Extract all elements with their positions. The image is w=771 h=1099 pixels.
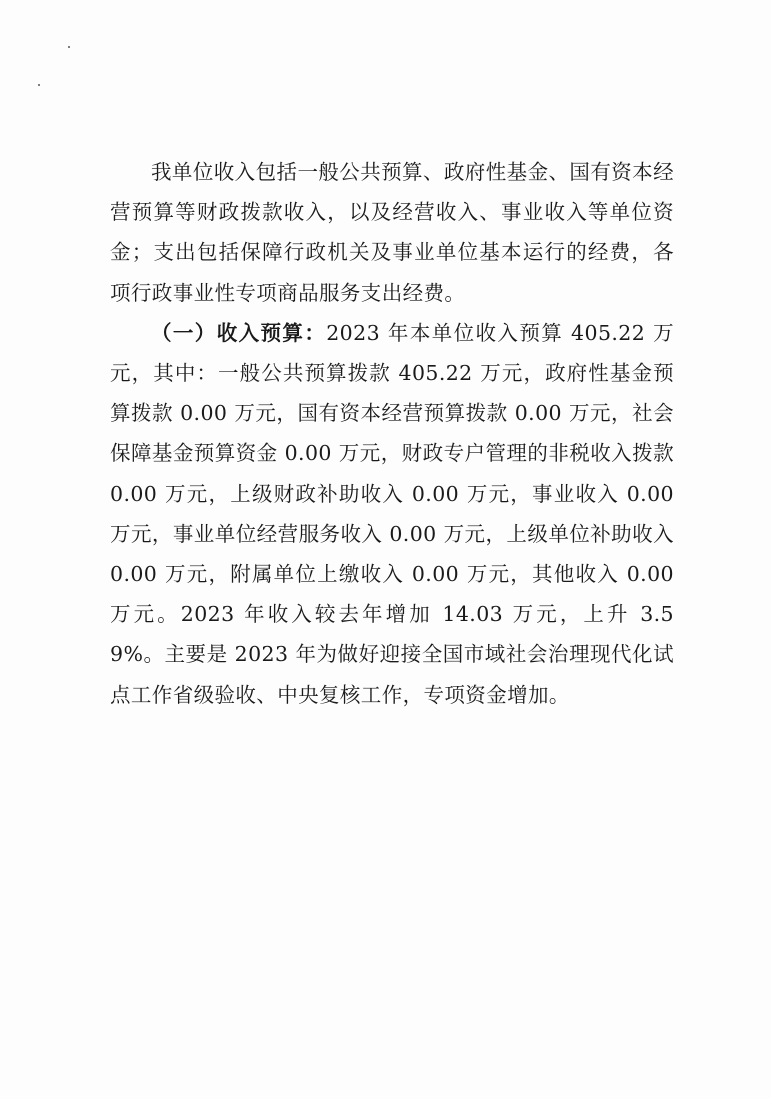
scan-speck	[68, 46, 70, 48]
scan-speck	[38, 84, 40, 86]
paragraph-intro-text: 我单位收入包括一般公共预算、政府性基金、国有资本经营预算等财政拨款收入，以及经营收入、事业收入等单位资金；支出包括保障行政机关及事业单位基本运行的经费，各项行政事业性专项商品服务支出经费。	[110, 160, 674, 305]
paragraph-intro	[110, 152, 674, 313]
paragraph-income-budget-text: 2023 年本单位收入预算 405.22 万元，其中：一般公共预算拨款 405.22 万元，政府性基金预算拨款 0.00 万元，国有资本经营预算拨款 0.00 万元，社会保障基金预算资金 0.00 万元，财政专户管理的非税收入拨款 0.00 万元，上级财政补助收入 0.00 万元，事业收入 0.00 万元，事业单位经营服务收入 0.00 万元，上级单位补助收入 0.00 万元，附属单位上缴收入 0.00 万元，其他收入 0.00 万元。2023 年收入较去年增加 14.03 万元，上升 3.59%。主要是 2023 年为做好迎接全国市域社会治理现代化试点工作省级验收、中央复核工作，专项资金增加。	[110, 320, 675, 707]
paragraph-income-budget	[110, 313, 674, 715]
section-heading-income-budget: （一）收入预算：	[151, 320, 327, 345]
document-body	[110, 152, 674, 715]
